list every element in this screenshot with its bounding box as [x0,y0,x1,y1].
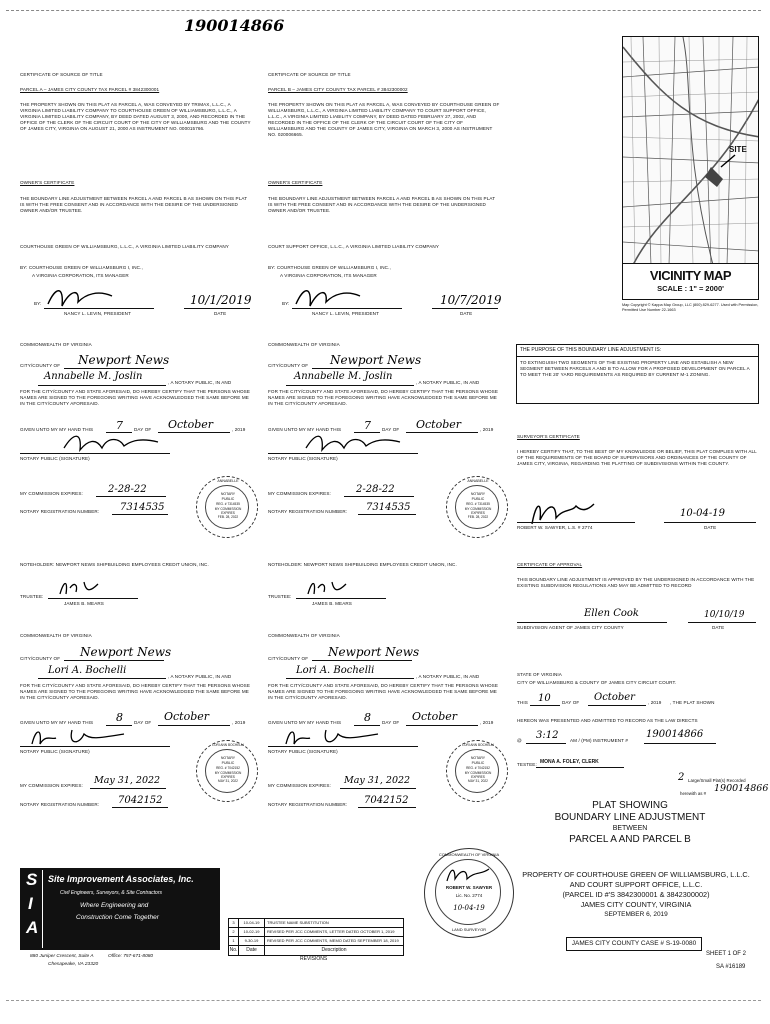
notary-text-1-b: , A NOTARY PUBLIC, IN AND [416,380,480,385]
rec-teste: TESTEE: [517,762,537,767]
seal4-name: LORI ANN BOCHELLI [462,743,494,747]
approval-text: THIS BOUNDARY LINE ADJUSTMENT IS APPROVED BY THE UNDERSIGNED IN ACCORDANCE WITH THE EXISTING SUBDIVISION REGULATIONS AND MAY BE ADMITTED TO RECORD [517,577,755,588]
registration-value-b: 7314535 [366,502,411,513]
notary-signature [62,432,162,454]
sa-number: SA #16189 [716,964,746,970]
seal2-date: MAY 31, 2022 [218,779,238,783]
city-value-2: Newport News [80,645,172,659]
seal1-expires: EXPIRES [221,511,235,515]
notary-text-1c: , A NOTARY PUBLIC, IN AND [416,674,480,679]
rev-h-desc: Description [321,947,347,953]
revision-row-1 [229,937,403,946]
noteholder-b: NOTEHOLDER: NEWPORT NEWS SHIPBUILDING EMPLOYEES CREDIT UNION, INC. [268,562,457,567]
owner-text: THE BOUNDARY LINE ADJUSTMENT BETWEEN PARCEL A AND PARCEL B AS SHOWN ON THIS PLAT IS WITH THE FREE CONSENT AND IN ACCORDANCE WITH THE DESIRE OF THE UNDERSIGNED OWNER AND/OR TRUSTEE. [20,196,248,213]
notary-sig-label-b: NOTARY PUBLIC (SIGNATURE) [268,456,338,461]
firm-divider [42,870,43,948]
seal4-date: MAY 31, 2022 [468,779,488,783]
notary-text-2: FOR THE CITY/COUNTY AND STATE AFORESAID, DO HEREBY CERTIFY THAT THE PERSONS WHOSE NAMES ARE SIGNED TO THE FOREGOING WRITING HAVE ACKNOWLEDGED THE SAME BEFORE ME IN THE CITY/COUNTY AFORESAID. [20,389,250,406]
given-month-2: October [164,710,210,723]
commission-label-2-b: MY COMMISSION EXPIRES: [268,783,331,788]
rec-herewith: herewith as # [680,791,707,796]
registration-value: 7314535 [120,502,165,513]
rec-ampm: AM / (PM) INSTRUMENT # [570,738,629,743]
given-day-b: 7 [364,419,371,432]
by-line-1-b: BY: COURTHOUSE GREEN OF WILLIAMSBURG I, INC., [268,265,391,270]
notary-signature-2-b [282,726,382,748]
seal1-reg: REG. # 7314535 [216,502,240,506]
surveyor-name: ROBERT W. SAWYER, L.S. # 2774 [517,525,593,530]
commonwealth-2-b: COMMONWEALTH OF VIRGINIA [268,633,340,638]
commonwealth-2: COMMONWEALTH OF VIRGINIA [20,633,92,638]
notary-seal-1 [196,476,258,538]
year-b: , 2019 [480,427,494,432]
surveyor-seal [424,848,514,938]
seal3-public: PUBLIC [471,497,485,501]
trustee-name-b: JAMES B. MEARS [312,601,352,606]
given-month-2-b: October [412,710,458,723]
cert-title: CERTIFICATE OF SOURCE OF TITLE [20,72,103,77]
notary-sig-label-2-b: NOTARY PUBLIC (SIGNATURE) [268,749,338,754]
seal1-date: FEB. 28, 2022 [217,515,239,519]
owner-title: OWNER'S CERTIFICATE [20,180,75,185]
seal-surveyor-name: ROBERT W. SAWYER [445,885,493,890]
cert-title-b: CERTIFICATE OF SOURCE OF TITLE [268,72,351,77]
purpose-title: THE PURPOSE OF THIS BOUNDARY LINE ADJUSTMENT IS: [517,345,758,357]
firm-address-2: Chesapeake, VA 23320 [48,962,99,967]
rev-date: 10-04-19 [239,919,265,927]
property-1: PROPERTY OF COURTHOUSE GREEN OF WILLIAMSBURG, L.L.C. [522,870,750,879]
rec-clerk: MONA A. FOLEY, CLERK [540,759,599,765]
rec-hereon: HEREON WAS PRESENTED AND ADMITTED TO RECORD AS THE LAW DIRECTS [517,718,698,723]
rec-day-of: DAY OF [562,700,580,705]
property-4: JAMES CITY COUNTY, VIRGINIA [580,900,692,909]
surveyor-title: SURVEYOR'S CERTIFICATE [517,434,580,439]
trustee-label-b: TRUSTEE: [268,594,292,599]
commission-value-2-b: May 31, 2022 [344,775,411,786]
vicinity-map [622,36,759,264]
rev-date: 10-02-19 [239,928,265,936]
rec-time: 3:12 [536,730,559,741]
vicinity-title: VICINITY MAP [649,268,732,283]
notary-sig-label-2: NOTARY PUBLIC (SIGNATURE) [20,749,90,754]
approval-date: 10/10/19 [704,610,745,620]
city-value-b: Newport News [330,353,422,367]
trustee-label: TRUSTEE: [20,594,44,599]
approval-agent: SUBDIVISION AGENT OF JAMES CITY COUNTY [517,625,624,630]
notary-text-2-b: FOR THE CITY/COUNTY AND STATE AFORESAID, DO HEREBY CERTIFY THAT THE PERSONS WHOSE NAMES ARE SIGNED TO THE FOREGOING WRITING HAVE ACKNOWLEDGED THE SAME BEFORE ME IN THE CITY/COUNTY AFORESAID. [268,389,498,406]
seal4-notary: NOTARY [470,756,486,760]
plat-title-3: BETWEEN [612,825,648,832]
commonwealth-b: COMMONWEALTH OF VIRGINIA [268,342,340,347]
given-label-b: GIVEN UNTO MY MY HAND THIS [268,427,342,432]
seal4-expires: EXPIRES [471,775,485,779]
rec-year: , 2019 [648,700,662,705]
city-label-2-b: CITY/COUNTY OF [268,656,309,661]
notary-seal-3 [446,476,508,538]
notary-seal-4 [446,740,508,802]
signature-levin [46,284,116,310]
seal3-expires: EXPIRES [471,511,485,515]
approval-date-label: DATE [712,625,725,630]
rec-state: STATE OF VIRGINIA [517,672,562,677]
map-copyright: Map Copyright © Kappa Map Group, LLC (800) 829-6277. Used with Permission, Permitted Use Number 22-1663 [622,303,759,312]
given-label-2-b: GIVEN UNTO MY MY HAND THIS [268,720,342,725]
owner-title-b: OWNER'S CERTIFICATE [268,180,323,185]
property-block [510,870,762,919]
rec-at: @ [517,738,522,743]
commission-label-b: MY COMMISSION EXPIRES: [268,491,331,496]
seal2-name: LORI ANN BOCHELLI [212,743,244,747]
revision-row-2 [229,928,403,937]
notary-text-1b: , A NOTARY PUBLIC, IN AND [168,674,232,679]
plat-title-2: BOUNDARY LINE ADJUSTMENT [554,812,706,823]
rec-month: October [594,692,635,703]
registration-label-2-b: NOTARY REGISTRATION NUMBER: [268,802,348,807]
commonwealth: COMMONWEALTH OF VIRGINIA [20,342,92,347]
property-3: (PARCEL ID #'S 3842300001 & 3842300002) [562,890,710,899]
rev-h-date: Date [239,946,265,955]
given-month-b: October [416,418,462,431]
seal1-comm: MY COMMISSION [214,507,242,511]
top-border-line [6,10,761,11]
commission-label-2: MY COMMISSION EXPIRES: [20,783,83,788]
surveyor-text: I HEREBY CERTIFY THAT, TO THE BEST OF MY KNOWLEDGE OR BELIEF, THIS PLAT COMPLIES WITH ALL OF THE REQUIREMENTS OF THE BOARD OF SUPERVISORS AND ORDINANCES OF THE COUNTY OF JAMES CITY, VIRGINIA, REGARDING THE PLATTING OF SUBDIVISIONS WITHIN THE COUNTY. [517,449,757,466]
rev-desc: REVISED PER JCC COMMENTS, MEMO DATED SEPTEMBER 18, 2019 [267,938,399,943]
seal3-name: ANNABELLE [467,479,489,483]
seal2-notary: NOTARY [220,756,236,760]
city-label-b: CITY/COUNTY OF [268,363,309,368]
approval-signature: Ellen Cook [584,608,639,619]
notary-text-1: , A NOTARY PUBLIC, IN AND [168,380,232,385]
seal2-comm: MY COMMISSION [214,771,242,775]
firm-logo [20,868,220,950]
signer-name: NANCY L. LEVIN, PRESIDENT [64,311,132,316]
commission-value: 2-28-22 [108,484,147,495]
given-label-2: GIVEN UNTO MY MY HAND THIS [20,720,94,725]
seal1-name: ANNABELLE [217,479,239,483]
rev-desc: REVISED PER JCC COMMENTS, LETTER DATED OCTOBER 1, 2019 [267,929,395,934]
seal4-reg: REG. # 7042152 [466,766,490,770]
seal1-notary: NOTARY [220,492,236,496]
city-label-2: CITY/COUNTY OF [20,656,61,661]
seal2-expires: EXPIRES [221,775,235,779]
given-month: October [168,418,214,431]
firm-line-1: Civil Engineers, Surveyors, & Site Contractors [60,890,162,896]
purpose-text: TO EXTINGUISH TWO SEGMENTS OF THE EXISTING PROPERTY LINE AND ESTABLISH A NEW SEGMENT BETWEEN PARCELS A AND B TO ALLOW FOR A PROPOSED DEVELOPMENT ON PARCEL A TO MEET THE 20' YARD REQUIREMENTS AS REQUIRED BY CURRENT M-1 ZONING. [520,359,750,377]
approval-title: CERTIFICATE OF APPROVAL [517,562,583,567]
registration-label-b: NOTARY REGISTRATION NUMBER: [268,509,348,514]
revisions-table [228,918,404,956]
rec-plat-shown: , THE PLAT SHOWN [670,700,715,705]
firm-letter-i: I [28,894,33,913]
sheet-label: SHEET 1 OF 2 [706,951,746,957]
company-name: COURTHOUSE GREEN OF WILLIAMSBURG, L.L.C., A VIRGINIA LIMITED LIABILITY COMPANY [20,244,229,249]
rev-date: 9-30-19 [239,937,265,945]
notary-text-2c: FOR THE CITY/COUNTY AND STATE AFORESAID, DO HEREBY CERTIFY THAT THE PERSONS WHOSE NAMES ARE SIGNED TO THE FOREGOING WRITING HAVE ACKNOWLEDGED THE SAME BEFORE ME IN THE CITY/COUNTY AFORESAID. [268,683,498,700]
vicinity-title-box [622,264,759,300]
registration-label: NOTARY REGISTRATION NUMBER: [20,509,100,514]
notary-text-2b: FOR THE CITY/COUNTY AND STATE AFORESAID, DO HEREBY CERTIFY THAT THE PERSONS WHOSE NAMES ARE SIGNED TO THE FOREGOING WRITING HAVE ACKNOWLEDGED THE SAME BEFORE ME IN THE CITY/COUNTY AFORESAID. [20,683,250,700]
rec-this: THIS [517,700,528,705]
revisions-label: REVISIONS [300,956,328,962]
firm-office: Office: 757-671-8080 [108,954,154,959]
revision-header [229,946,403,955]
date-label: DATE [214,311,227,316]
property-5: SEPTEMBER 6, 2019 [604,911,668,918]
seal4-comm: MY COMMISSION [464,771,492,775]
day-of-2-b: DAY OF [382,720,400,725]
plat-title-4: PARCEL A AND PARCEL B [569,834,691,845]
seal-signature [445,865,491,883]
rec-herewith-num: 190014866 [714,783,769,794]
notary-sig-label: NOTARY PUBLIC (SIGNATURE) [20,456,90,461]
seal2-public: PUBLIC [221,761,235,765]
parcel-line: PARCEL A – JAMES CITY COUNTY TAX PARCEL # 3842300001 [20,87,160,92]
day-of-b: DAY OF [382,427,400,432]
rev-no: 2 [229,928,239,936]
year: , 2019 [232,427,246,432]
site-label: SITE [729,145,747,154]
notary-name-2: Lori A. Bochelli [48,665,127,676]
sign-date: 10/1/2019 [190,293,252,307]
parcel-line-b: PARCEL B – JAMES CITY COUNTY TAX PARCEL # 3842300002 [268,87,408,92]
source-text: THE PROPERTY SHOWN ON THIS PLAT AS PARCEL A, WAS CONVEYED BY TRIMAX, L.L.C., A VIRGINIA LIMITED LIABILITY COMPANY TO COURTHOUSE GREEN OF WILLIAMSBURG, L.L.C., A VIRGINIA LIMITED LIABILITY COMPANY, BY DEED DATED AUGUST 3, 2000, AND RECORDED IN THE OFFICE OF THE CLERK OF THE CIRCUIT COURT OF THE CITY OF WILLIAMSBURG AND THE COUNTY OF JAMES CITY, VIRGINIA ON AUGUST 21, 2000 AS INSTRUMENT NO. 000015766. [20,102,251,131]
rec-day: 10 [538,693,551,704]
firm-line-2: Where Engineering and [80,902,149,909]
firm-line-3: Construction Come Together [76,914,159,921]
seal-land-surveyor: LAND SURVEYOR [451,927,487,932]
notary-signature-2 [28,726,128,748]
by-line-2: A VIRGINIA CORPORATION, ITS MANAGER [32,273,129,278]
year-2-b: , 2019 [480,720,494,725]
given-day-2: 8 [116,711,123,724]
rec-instrument: 190014866 [646,729,704,740]
city-value-2-b: Newport News [328,645,420,659]
registration-value-2: 7042152 [118,795,163,806]
registration-label-2: NOTARY REGISTRATION NUMBER: [20,802,100,807]
notary-name-b: Annabelle M. Joslin [294,371,393,382]
surveyor-date-label: DATE [704,525,717,530]
surveyor-date: 10-04-19 [680,508,725,519]
rev-desc: TRUSTEE NAME SUBSTITUTION [267,920,329,925]
by-line-2-b: A VIRGINIA CORPORATION, ITS MANAGER [280,273,377,278]
rec-large-count: 2 [678,772,685,783]
given-day-2-b: 8 [364,711,371,724]
commission-label: MY COMMISSION EXPIRES: [20,491,83,496]
commission-value-b: 2-28-22 [356,484,395,495]
seal4-public: PUBLIC [471,761,485,765]
by-label: BY: [34,301,42,306]
signature-levin-b [294,284,364,310]
notary-name-2-b: Lori A. Bochelli [296,665,375,676]
given-day: 7 [116,419,123,432]
seal3-reg: REG. # 7314535 [466,502,490,506]
rev-h-no: No. [229,947,238,953]
case-box: JAMES CITY COUNTY CASE # S-19-0080 [566,937,702,951]
rec-large-label: Large/Small Plat(s) Recorded [688,778,746,783]
bottom-border-line [6,1000,761,1001]
seal3-notary: NOTARY [470,492,486,496]
by-label-b: BY: [282,301,290,306]
rev-no: 3 [229,919,239,927]
trustee-signature-b [304,578,350,598]
firm-letter-a: A [26,918,39,937]
seal-lic: Lic. No. 2774 [455,893,483,898]
sign-date-b: 10/7/2019 [440,293,502,307]
trustee-name: JAMES B. MEARS [64,601,104,606]
vicinity-scale: SCALE : 1" = 2000' [657,284,724,293]
day-of: DAY OF [134,427,152,432]
notary-name: Annabelle M. Joslin [44,371,143,382]
seal3-date: FEB. 28, 2022 [467,515,489,519]
plat-title [540,800,720,846]
instrument-number-header: 190014866 [184,16,285,35]
firm-name: Site Improvement Associates, Inc. [48,874,194,884]
firm-address-1: 880 Juniper Crescent, Suite A [30,954,94,959]
property-2: AND COURT SUPPORT OFFICE, L.L.C. [569,880,703,889]
plat-title-1: PLAT SHOWING [592,800,668,811]
registration-value-2-b: 7042152 [364,795,409,806]
notary-seal-2 [196,740,258,802]
rev-no: 1 [229,937,239,945]
rec-city: CITY OF WILLIAMSBURG & COUNTY OF JAMES CITY CIRCUIT COURT. [517,680,677,685]
revision-row-3 [229,919,403,928]
seal3-comm: MY COMMISSION [464,507,492,511]
city-value: Newport News [78,353,170,367]
seal2-reg: REG. # 7042152 [216,766,240,770]
seal-date: 10-04-19 [453,904,485,912]
source-text-b: THE PROPERTY SHOWN ON THIS PLAT AS PARCEL A, WAS CONVEYED BY COURTHOUSE GREEN OF WILLIAMSBURG, L.L.C., A VIRGINIA LIMITED LIABILITY COMPANY TO COURT SUPPORT OFFICE, L.L.C., A VIRGINIA LIMITED LIABILITY COMPANY, BY DEED DATED FEBRUARY 27, 2002, AND RECORDED IN THE OFFICE OF THE CLERK OF THE CIRCUIT COURT OF THE CITY OF WILLIAMSBURG AND THE COUNTY OF JAMES CITY, VIRGINIA ON MARCH 3, 2000 AS INSTRUMENT NO. 020006665. [268,102,500,137]
trustee-signature [56,578,102,598]
company-name-b: COURT SUPPORT OFFICE, L.L.C., A VIRGINIA LIMITED LIABILITY COMPANY [268,244,439,249]
given-label: GIVEN UNTO MY MY HAND THIS [20,427,94,432]
commission-value-2: May 31, 2022 [94,775,161,786]
date-label-b: DATE [460,311,473,316]
notary-signature-b [304,432,404,454]
signer-name-b: NANCY L. LEVIN, PRESIDENT [312,311,380,316]
seal1-public: PUBLIC [221,497,235,501]
day-of-2: DAY OF [134,720,152,725]
city-label: CITY/COUNTY OF [20,363,61,368]
purpose-box [516,344,759,404]
by-line-1: BY: COURTHOUSE GREEN OF WILLIAMSBURG I, INC., [20,265,143,270]
noteholder: NOTEHOLDER: NEWPORT NEWS SHIPBUILDING EMPLOYEES CREDIT UNION, INC. [20,562,209,567]
seal-commonwealth: COMMONWEALTH OF VIRGINIA [438,852,500,857]
firm-letter-s: S [26,870,38,889]
year-2: , 2019 [232,720,246,725]
owner-text-b: THE BOUNDARY LINE ADJUSTMENT BETWEEN PARCEL A AND PARCEL B AS SHOWN ON THIS PLAT IS WITH THE FREE CONSENT AND IN ACCORDANCE WITH THE DESIRE OF THE UNDERSIGNED OWNER AND/OR TRUSTEE. [268,196,496,213]
